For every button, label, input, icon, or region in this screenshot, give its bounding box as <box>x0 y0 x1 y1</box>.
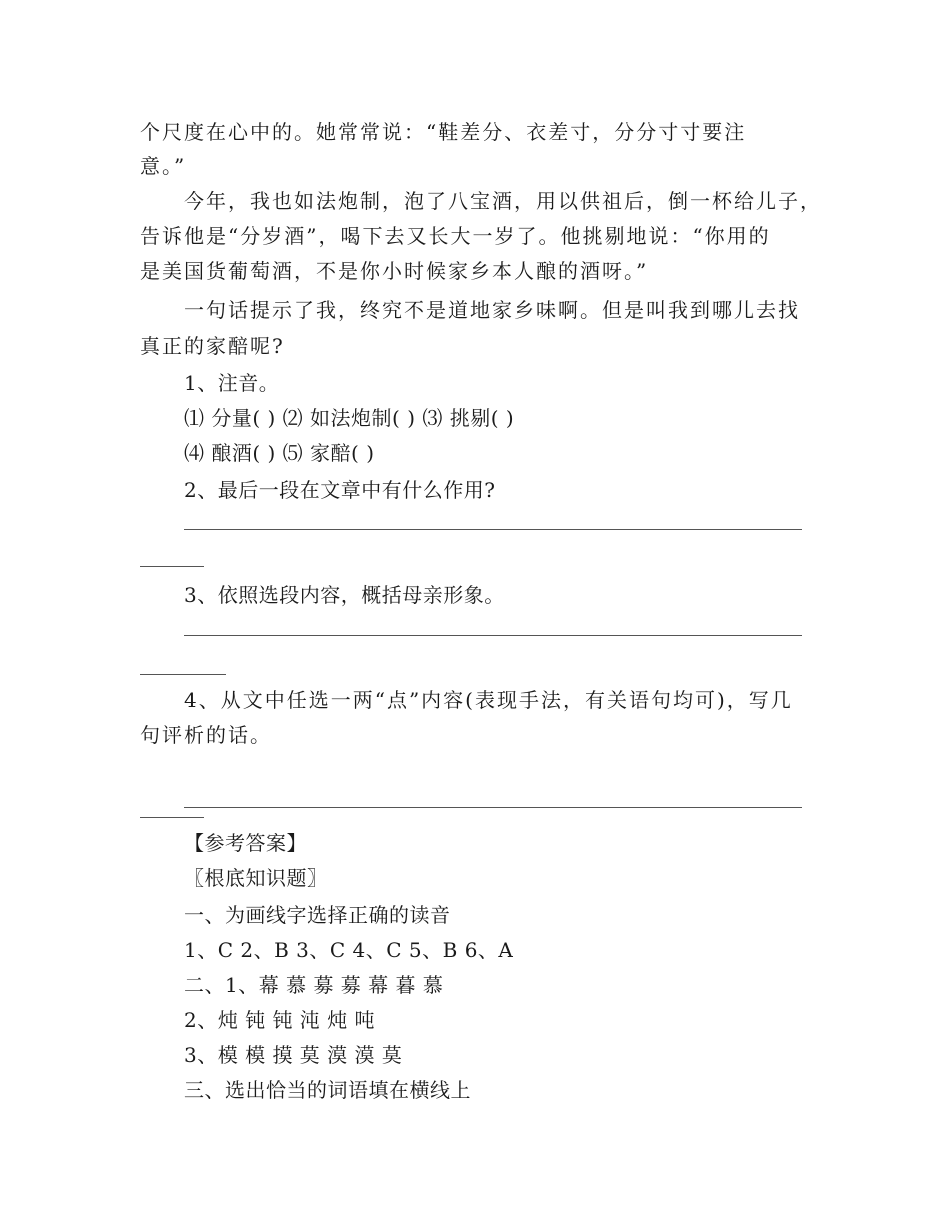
answers-heading: 【参考答案】 <box>184 831 307 855</box>
answer-line <box>184 635 802 636</box>
answer-line-text: 1、C 2、B 3、C 4、C 5、B 6、A <box>184 938 514 962</box>
answer-line <box>140 817 204 818</box>
answer-line <box>184 529 802 530</box>
question-4-line: 句评析的话。 <box>140 723 272 747</box>
passage-line: 意。” <box>140 154 187 178</box>
passage-line: 告诉他是“分岁酒”，喝下去又长大一岁了。他挑剔地说：“你用的 <box>140 224 771 248</box>
answer-line-text: 2、炖 钝 钝 沌 炖 吨 <box>184 1008 376 1032</box>
question-1-items-row: ⑴ 分量( ) ⑵ 如法炮制( ) ⑶ 挑剔( ) <box>184 406 515 430</box>
answer-line <box>140 674 226 675</box>
passage-line: 真正的家醅呢? <box>140 334 285 358</box>
answers-section-title: 〖根底知识题〗 <box>184 866 328 890</box>
question-1-title: 1、注音。 <box>184 371 280 395</box>
question-3-title: 3、依照选段内容，概括母亲形象。 <box>184 583 505 607</box>
passage-line: 今年，我也如法炮制，泡了八宝酒，用以供祖后，倒一杯给儿子， <box>184 189 822 213</box>
question-4-line: 4、从文中任选一两“点”内容(表现手法，有关语句均可)，写几 <box>184 688 793 712</box>
answer-line <box>140 566 204 567</box>
answer-line-text: 一、为画线字选择正确的读音 <box>184 903 451 927</box>
question-1-items-row: ⑷ 酿酒( ) ⑸ 家醅( ) <box>184 441 375 465</box>
passage-line: 个尺度在心中的。她常常说：“鞋差分、衣差寸，分分寸寸要注 <box>140 120 747 144</box>
passage-line: 是美国货葡萄酒，不是你小时候家乡本人酿的酒呀。” <box>140 259 649 283</box>
passage-line: 一句话提示了我，终究不是道地家乡味啊。但是叫我到哪儿去找 <box>184 298 800 322</box>
answer-line-text: 三、选出恰当的词语填在横线上 <box>184 1078 471 1102</box>
answer-line-text: 二、1、幕 慕 募 募 幕 暮 慕 <box>184 973 444 997</box>
answer-line <box>184 807 802 808</box>
question-2-title: 2、最后一段在文章中有什么作用? <box>184 478 496 502</box>
answer-line-text: 3、模 模 摸 莫 漠 漠 莫 <box>184 1043 403 1067</box>
